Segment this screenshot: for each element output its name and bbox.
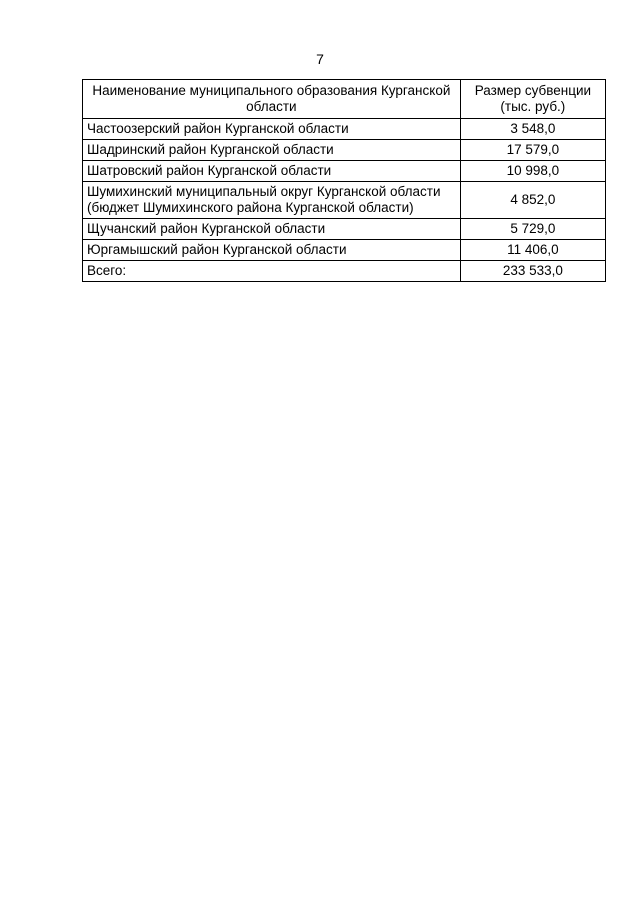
subsidy-amount: 17 579,0 xyxy=(460,140,605,161)
subsidy-table xyxy=(82,79,606,282)
table-header-row xyxy=(83,80,606,119)
total-amount: 233 533,0 xyxy=(460,261,605,282)
municipality-name: Шадринский район Курганской области xyxy=(83,140,461,161)
municipality-name: Шумихинский муниципальный округ Курганской области (бюджет Шумихинского района Курганской области) xyxy=(83,182,461,219)
table-row xyxy=(83,240,606,261)
subsidy-amount: 11 406,0 xyxy=(460,240,605,261)
header-subsidy-amount: Размер субвенции (тыс. руб.) xyxy=(460,80,605,119)
subsidy-amount: 3 548,0 xyxy=(460,119,605,140)
subsidy-amount: 4 852,0 xyxy=(460,182,605,219)
header-municipality-name: Наименование муниципального образования Курганской области xyxy=(83,80,461,119)
page-number: 7 xyxy=(316,51,324,67)
table-row xyxy=(83,140,606,161)
municipality-name: Шатровский район Курганской области xyxy=(83,161,461,182)
municipality-name: Юргамышский район Курганской области xyxy=(83,240,461,261)
table-row xyxy=(83,219,606,240)
total-label: Всего: xyxy=(83,261,461,282)
table-row xyxy=(83,161,606,182)
municipality-name: Щучанский район Курганской области xyxy=(83,219,461,240)
subsidy-amount: 5 729,0 xyxy=(460,219,605,240)
table-row xyxy=(83,182,606,219)
table-row xyxy=(83,119,606,140)
subsidy-amount: 10 998,0 xyxy=(460,161,605,182)
municipality-name: Частоозерский район Курганской области xyxy=(83,119,461,140)
total-row xyxy=(83,261,606,282)
